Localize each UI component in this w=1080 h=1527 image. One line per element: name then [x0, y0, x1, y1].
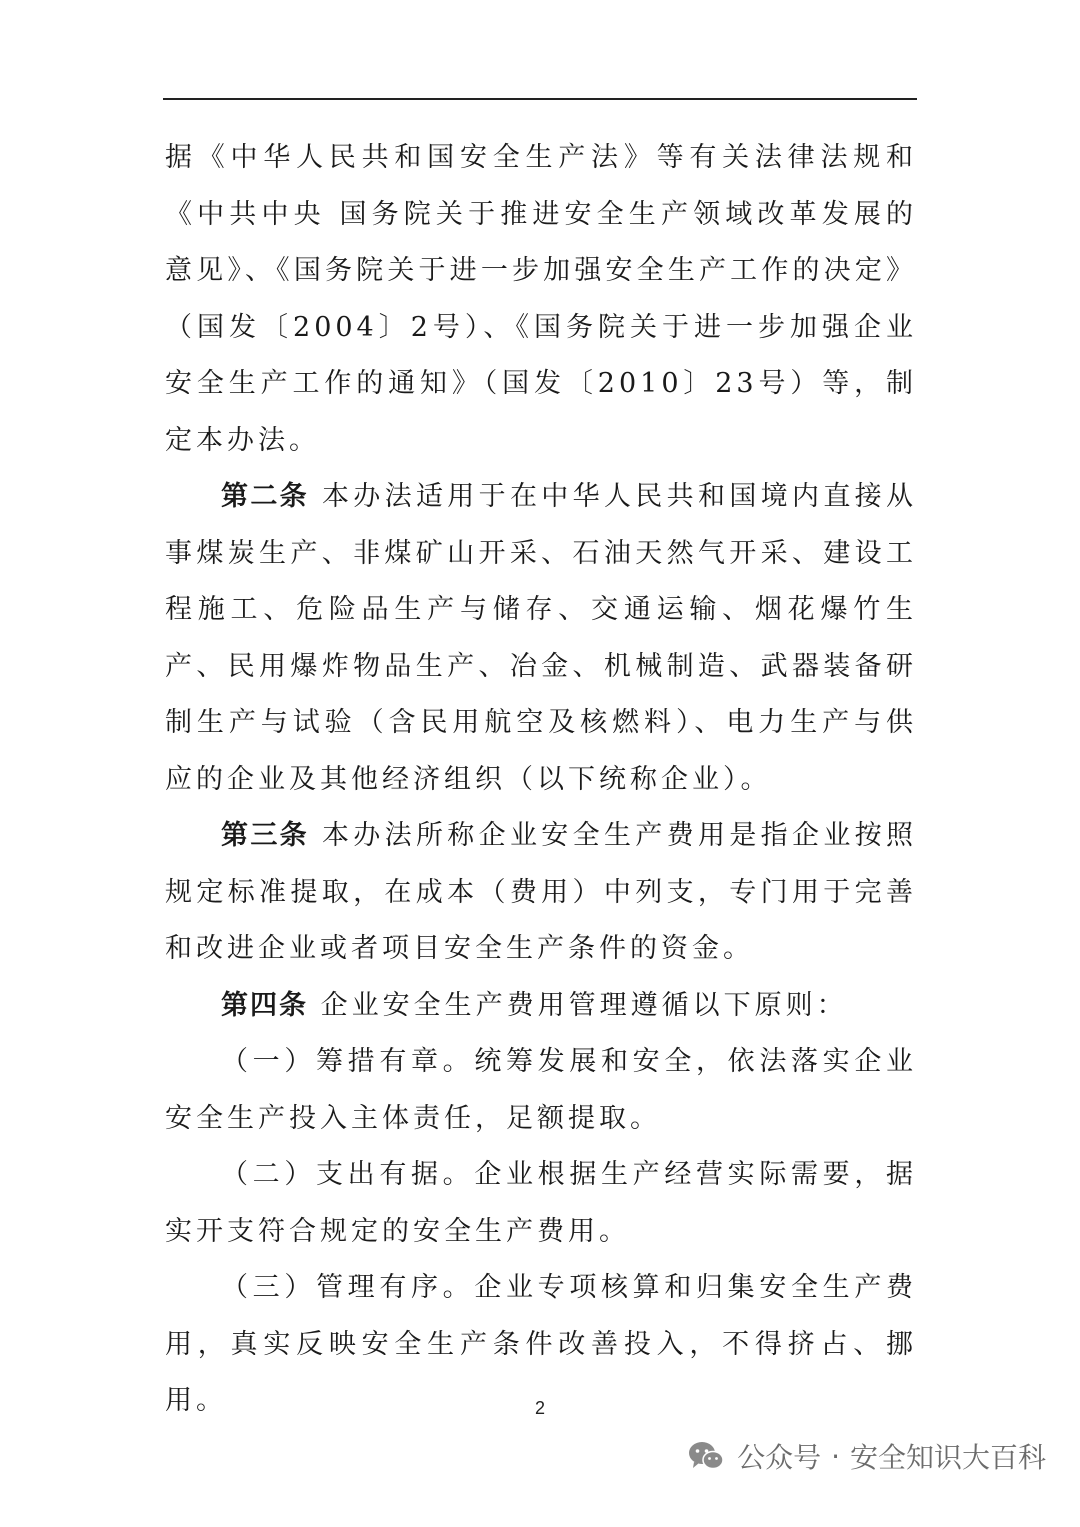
article-text: 本办法所称企业安全生产费用是指企业按照规定标准提取，在成本（费用）中列支，专门用于完善和改进企业或者项目安全生产条件的资金。: [165, 820, 917, 964]
paragraph-text: 据《中华人民共和国安全生产法》等有关法律法规和《中共中央 国务院关于推进安全生产领域改革发展的意见》、《国务院关于进一步加强安全生产工作的决定》（国发〔2004〕2号）、《国务院关于进一步加强企业安全生产工作的通知》（国发〔2010〕23号）等，制定本办法。: [165, 142, 917, 456]
paragraph-preamble-continued: [165, 130, 917, 469]
header-rule: [163, 98, 917, 100]
article-4: [165, 978, 917, 1035]
article-label: 第二条: [221, 481, 310, 512]
principle-2: [165, 1147, 917, 1260]
article-label: 第三条: [221, 820, 310, 851]
article-3: [165, 808, 917, 978]
article-label: 第四条: [221, 989, 308, 1021]
document-body: [165, 130, 917, 1430]
article-2: [165, 469, 917, 808]
article-text: 企业安全生产费用管理遵循以下原则：: [320, 989, 848, 1021]
principle-text: （一）筹措有章。统筹发展和安全，依法落实企业安全生产投入主体责任，足额提取。: [165, 1046, 917, 1134]
watermark-source: 公众号: [737, 1441, 822, 1474]
principle-text: （二）支出有据。企业根据生产经营实际需要，据实开支符合规定的安全生产费用。: [165, 1159, 917, 1247]
principle-text: （三）管理有序。企业专项核算和归集安全生产费用，真实反映安全生产条件改善投入，不得挤占、挪用。: [165, 1272, 917, 1416]
wechat-icon: [687, 1440, 725, 1472]
article-text: 本办法适用于在中华人民共和国境内直接从事煤炭生产、非煤矿山开采、石油天然气开采、建设工程施工、危险品生产与储存、交通运输、烟花爆竹生产、民用爆炸物品生产、冶金、机械制造、武器装备研制生产与试验（含民用航空及核燃料）、电力生产与供应的企业及其他经济组织（以下统称企业）。: [165, 481, 917, 795]
page-number: 2: [534, 1398, 545, 1418]
principle-1: [165, 1034, 917, 1147]
watermark-separator: ·: [831, 1439, 840, 1473]
watermark: [687, 1432, 1046, 1480]
watermark-account: 安全知识大百科: [849, 1441, 1046, 1474]
